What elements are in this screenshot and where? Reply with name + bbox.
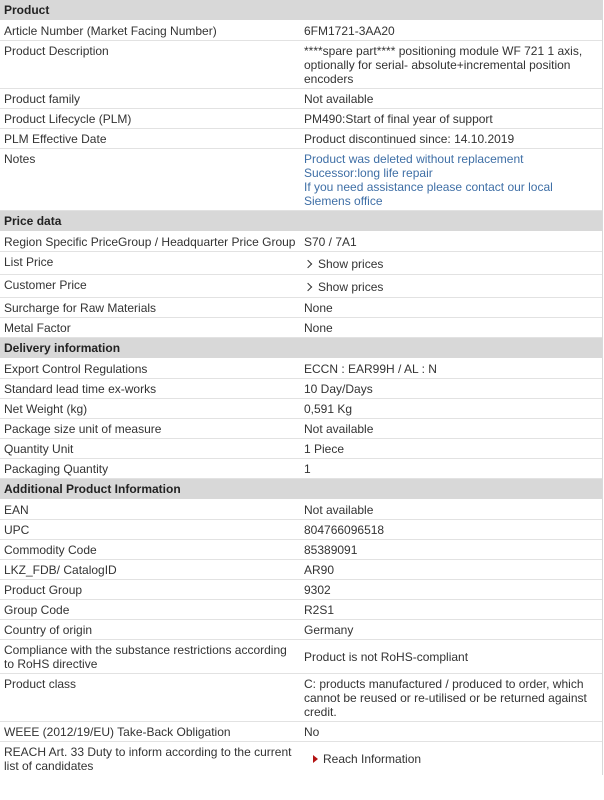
arrow-right-icon bbox=[313, 755, 318, 763]
row-value bbox=[300, 252, 602, 274]
row-label: Product Description bbox=[4, 44, 109, 58]
row-value: 1 bbox=[304, 462, 311, 476]
row-value bbox=[300, 742, 602, 775]
row-country-of-origin bbox=[0, 620, 602, 640]
row-value bbox=[300, 275, 602, 297]
row-label: Export Control Regulations bbox=[4, 362, 148, 376]
row-label: Product family bbox=[4, 92, 81, 106]
row-label: Commodity Code bbox=[4, 543, 97, 557]
row-product-description bbox=[0, 41, 602, 89]
section-header-product: Product bbox=[0, 0, 602, 21]
notes-line-successor: Sucessor:long life repair bbox=[304, 166, 433, 180]
chevron-right-icon bbox=[304, 283, 312, 291]
row-weee bbox=[0, 722, 602, 742]
section-header-delivery: Delivery information bbox=[0, 338, 602, 359]
row-label: LKZ_FDB/ CatalogID bbox=[4, 563, 117, 577]
row-value: Product is not RoHS-compliant bbox=[304, 650, 469, 664]
notes-line-assistance: If you need assistance please contact our local Siemens office bbox=[304, 180, 553, 208]
row-catalog-id bbox=[0, 560, 602, 580]
row-commodity-code bbox=[0, 540, 602, 560]
row-label: WEEE (2012/19/EU) Take-Back Obligation bbox=[4, 725, 231, 739]
row-label: List Price bbox=[4, 255, 54, 269]
row-surcharge bbox=[0, 298, 602, 318]
row-customer-price bbox=[0, 275, 602, 298]
row-value: No bbox=[304, 725, 320, 739]
row-value: AR90 bbox=[304, 563, 335, 577]
row-value: 85389091 bbox=[304, 543, 358, 557]
row-value: 1 Piece bbox=[304, 442, 345, 456]
row-product-group bbox=[0, 580, 602, 600]
row-label: Customer Price bbox=[4, 278, 87, 292]
notes-value bbox=[300, 149, 602, 210]
row-label: Metal Factor bbox=[4, 321, 71, 335]
reach-information-label: Reach Information bbox=[323, 752, 422, 766]
row-value: Product discontinued since: 14.10.2019 bbox=[304, 132, 515, 146]
row-article-number bbox=[0, 21, 602, 41]
chevron-right-icon bbox=[304, 260, 312, 268]
row-value: 6FM1721-3AA20 bbox=[304, 24, 395, 38]
row-label: Product Lifecycle (PLM) bbox=[4, 112, 132, 126]
row-value: C: products manufactured / produced to order, which cannot be reused or re-utilised or be returned against credit. bbox=[304, 677, 587, 719]
row-plm-effective-date bbox=[0, 129, 602, 149]
row-region-price-group bbox=[0, 232, 602, 252]
row-label: Standard lead time ex-works bbox=[4, 382, 157, 396]
row-value: ****spare part**** positioning module WF 721 1 axis, optionally for serial- absolute+incremental position encoders bbox=[304, 44, 583, 86]
row-value: Not available bbox=[304, 92, 374, 106]
row-net-weight bbox=[0, 399, 602, 419]
row-product-class bbox=[0, 674, 602, 722]
row-label: Country of origin bbox=[4, 623, 93, 637]
row-label: Product Group bbox=[4, 583, 83, 597]
row-value: None bbox=[304, 321, 333, 335]
row-notes bbox=[0, 149, 602, 211]
row-packaging-quantity bbox=[0, 459, 602, 479]
row-label: Net Weight (kg) bbox=[4, 402, 88, 416]
row-quantity-unit bbox=[0, 439, 602, 459]
row-export-control bbox=[0, 359, 602, 379]
row-label: Quantity Unit bbox=[4, 442, 74, 456]
row-product-lifecycle bbox=[0, 109, 602, 129]
row-label: Article Number (Market Facing Number) bbox=[4, 24, 217, 38]
row-product-family bbox=[0, 89, 602, 109]
row-reach bbox=[0, 742, 602, 775]
row-label: REACH Art. 33 Duty to inform according to the current list of candidates bbox=[4, 745, 292, 773]
reach-information-link[interactable] bbox=[304, 752, 421, 766]
row-label: Product class bbox=[4, 677, 77, 691]
row-label: PLM Effective Date bbox=[4, 132, 107, 146]
row-label: Surcharge for Raw Materials bbox=[4, 301, 157, 315]
row-label: Package size unit of measure bbox=[4, 422, 162, 436]
show-prices-label: Show prices bbox=[318, 256, 384, 271]
row-metal-factor bbox=[0, 318, 602, 338]
row-label: UPC bbox=[4, 523, 30, 537]
row-value: 9302 bbox=[304, 583, 331, 597]
row-label: Notes bbox=[4, 152, 36, 166]
row-label: Packaging Quantity bbox=[4, 462, 109, 476]
section-header-price-data: Price data bbox=[0, 211, 602, 232]
row-value: None bbox=[304, 301, 333, 315]
row-value: S70 / 7A1 bbox=[304, 235, 357, 249]
row-value: Germany bbox=[304, 623, 354, 637]
row-value: PM490:Start of final year of support bbox=[304, 112, 493, 126]
row-value: Not available bbox=[304, 503, 374, 517]
row-lead-time bbox=[0, 379, 602, 399]
row-upc bbox=[0, 520, 602, 540]
notes-line-deleted: Product was deleted without replacement bbox=[304, 152, 524, 166]
row-value: 10 Day/Days bbox=[304, 382, 373, 396]
row-label: Region Specific PriceGroup / Headquarter Price Group bbox=[4, 235, 296, 249]
row-group-code bbox=[0, 600, 602, 620]
row-label: EAN bbox=[4, 503, 29, 517]
row-value: 0,591 Kg bbox=[304, 402, 353, 416]
show-list-prices-link[interactable] bbox=[304, 257, 383, 271]
row-value: Not available bbox=[304, 422, 374, 436]
show-customer-prices-link[interactable] bbox=[304, 280, 383, 294]
row-list-price bbox=[0, 252, 602, 275]
show-prices-label: Show prices bbox=[318, 279, 384, 294]
row-ean bbox=[0, 500, 602, 520]
row-value: R2S1 bbox=[304, 603, 335, 617]
row-label: Group Code bbox=[4, 603, 70, 617]
row-label: Compliance with the substance restrictions according to RoHS directive bbox=[4, 643, 287, 671]
row-value: 804766096518 bbox=[304, 523, 385, 537]
row-value: ECCN : EAR99H / AL : N bbox=[304, 362, 437, 376]
section-header-additional-info: Additional Product Information bbox=[0, 479, 602, 500]
row-package-size bbox=[0, 419, 602, 439]
row-rohs-compliance bbox=[0, 640, 602, 674]
